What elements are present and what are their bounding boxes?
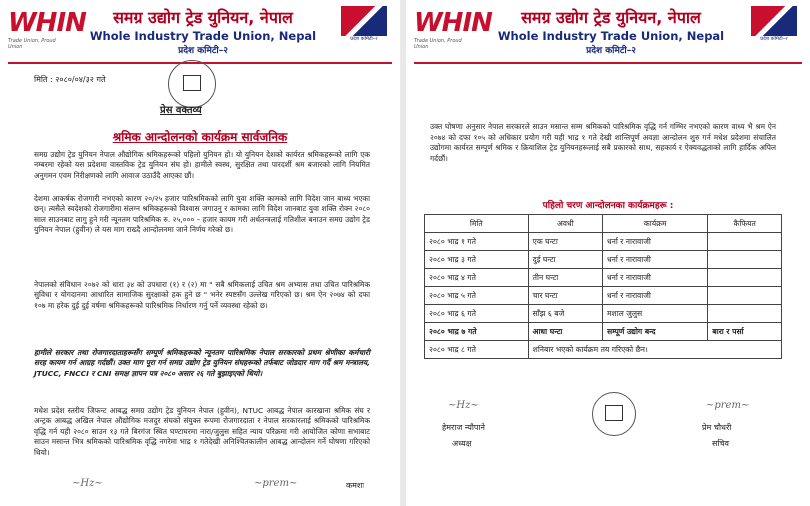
paragraph-4: हामीले सरकार तथा रोजगारदाताहरूसँग सम्पूर्ण श्रमिकहरूको न्यूनतम पारिश्रमिक नेपाल सरकारको प्रथम श्रेणीका कर्मचारी सरह कायम गर्न आग्रह गर्दछौं। उक्त माग पूरा गर्न समग्र उद्योग ट्रेड युनियन संघहरूको तर्फबाट जोडदार माग गर्दै श्रम मन्त्रालय, JTUCC, FNCCI र CNI समक्ष ज्ञापन पत्र २०८० असार २६ गते बुझाइएको थियो। xyxy=(34,348,370,378)
letterhead xyxy=(78,8,328,58)
header-remarks: कैफियत xyxy=(708,215,782,233)
org-name-nepali: समग्र उद्योग ट्रेड युनियन, नेपाल xyxy=(113,8,293,27)
paragraph-5: मधेश प्रदेश स्तरीय जिफन्ट आबद्ध समग्र उद्योग ट्रेड युनियन नेपाल (हुवीन), NTUC आबद्ध नेपाल कारखाना श्रमिक संघ र अन्ट्रक आबद्ध अखिल नेपाल औद्योगिक मजदुर संघको संयुक्त रूपमा रोजगारदाता र नेपाल सरकारलाई श्रमिकको पारिश्रमिक वृद्धि गर्न यही २०८० साउन १३ गते बिरगंज स्थित घण्टाघरमा नारा/जुलुस सहित न्याय परिक्रमा गरी आयोजित कोणा सभाबाट साउन मसान्त भित्र श्रमिकको पारिश्रमिक वृद्धि नगरेमा भाद्र १ गतेदेखी अनिश्चितकालीन आबद्ध आन्दोलन गर्ने घोषणा गरिएको थियो। xyxy=(34,406,370,457)
header-duration: अवधी xyxy=(528,215,602,233)
document-date: मिति : २०८०/०४/३२ गते xyxy=(34,75,106,84)
table-row: २०८० भाद्र ६ गते साँझ ६ बजे मशाल जुलुस xyxy=(425,305,782,323)
flag-caption: प्रदेश कमिटी–२ xyxy=(350,36,378,42)
org-name-english: Whole Industry Trade Union, Nepal xyxy=(89,29,317,43)
flag-icon xyxy=(746,6,802,46)
table-header-row xyxy=(425,215,782,233)
flag-caption: प्रदेश कमिटी–२ xyxy=(760,36,788,42)
signature-secretary: ~prem~ xyxy=(706,400,750,411)
paragraph-2: देशमा आकर्षक रोजगारी नभएको कारण २०/२५ हजार पारिश्रमिकको लागि युवा शक्ति कामको लागि विदेश जान बाध्य भएका छन्। त्यसैले स्वदेशको रोजगारीमा संलग्न श्रमिकहरूको विश्वास जगाउनु र कामका लागि विदेश जानबाट युवा शक्ति रोक्न २०८० साल साउनबाट लागु हुने गरी न्यूनतम पारिश्रमिक रु. २५,००० – हजार कायम गरी अर्थतन्त्रलाई गतिशील बनाउन समग्र उद्योग ट्रेड युनियन नेपाल (हुवीन) ले यस माग राख्दै आन्दोलनमा जाने निर्णय गरेको छ। xyxy=(34,194,370,235)
table-row: २०८० भाद्र ८ गते शनिबार भएको कार्यक्रम तय गरिएको छैन। xyxy=(425,341,782,359)
union-seal-icon xyxy=(168,60,216,108)
table-row: २०८० भाद्र ३ गते दुई घन्टा धर्ना र नारावाजी xyxy=(425,251,782,269)
signature-1: ~Hz~ xyxy=(72,478,103,489)
whin-logo xyxy=(8,8,86,52)
org-name-english: Whole Industry Trade Union, Nepal xyxy=(497,29,725,43)
paragraph-1: समग्र उद्योग ट्रेड युनियन नेपाल औद्योगिक श्रमिकहरूको पहिलो युनियन हो। यो युनियन देशको कार्यरत श्रमिकहरूको लागि एक नम्बरमा रहेको यस प्रदेशमा वास्तविक ट्रेड युनियन संघ हो। हामीले स्वस्थ, सुरक्षित तथा पारदर्शी श्रम बजारको लागि नियमित अनुगमन एवम निरीक्षणको लागि आवाज उठाउँदै आएका छौं। xyxy=(34,150,370,180)
logo-text: WHIN xyxy=(414,8,492,38)
table-row: २०८० भाद्र १ गते एक घन्टा धर्ना र नारावाजी xyxy=(425,233,782,251)
flag-icon xyxy=(336,6,392,46)
signatory-role-1: अध्यक्ष xyxy=(452,439,472,448)
org-name-nepali: समग्र उद्योग ट्रेड युनियन, नेपाल xyxy=(521,8,701,27)
press-release-page-2 xyxy=(406,0,810,506)
union-seal-icon xyxy=(592,392,636,436)
program-table xyxy=(424,214,782,359)
province-committee: प्रदेश कमिटी–२ xyxy=(178,46,228,56)
phase-title: पहिलो चरण आन्दोलनका कार्यक्रमहरू : xyxy=(542,201,674,211)
province-committee: प्रदेश कमिटी–२ xyxy=(586,46,636,56)
header-program: कार्यक्रम xyxy=(603,215,708,233)
document-title: श्रमिक आन्दोलनको कार्यक्रम सार्वजनिक xyxy=(112,130,288,144)
letterhead xyxy=(484,8,738,58)
press-heading: प्रेस वक्तव्य xyxy=(160,105,202,116)
table-row: २०८० भाद्र ५ गते चार घन्टा धर्ना र नारावाजी xyxy=(425,287,782,305)
paragraph-3: नेपालको संविधान २०७२ को धारा ३४ को उपधारा (१) र (२) मा " सबै श्रमिकलाई उचित श्रम अभ्यास तथा उचित पारिश्रमिक सुविधा र योगदानमा आधारित सामाजिक सुरक्षाको हक हुने छ " भनेर स्पष्टसँग उल्लेख गरिएको छ। श्रम ऐन २०७४ को दफा १०७ मा हरेक दुई दुई वर्षमा श्रमिकहरूको पारिश्रमिक निर्धारण गर्नु पर्ने व्यवस्था रहेको छ। xyxy=(34,280,370,310)
logo-tagline: Trade Union, Proud Union xyxy=(414,38,462,50)
press-release-page-1 xyxy=(0,0,400,506)
continued-label: कमशः xyxy=(346,481,364,490)
logo-text: WHIN xyxy=(8,8,86,38)
signature-president: ~Hz~ xyxy=(448,400,479,411)
appeal-paragraph: उक्त घोषणा अनुसार नेपाल सरकारले साउन मसान्त सम्म श्रमिकको पारिश्रमिक वृद्धि गर्न गम्भिर नभएको कारण वाध्य भै श्रम ऐन २०७४ को दफा १०५ को अधिकार प्रयोग गरी यही भाद्र १ गते देखी शान्तिपूर्ण अवज्ञा आन्दोलन शुरु गर्न मधेश प्रदेशमा संचालित उद्योगमा कार्यरत सम्पूर्ण श्रमिक र क्रियाशिल ट्रेड युनियनहरूलाई सबै प्रकारको साथ, सहकार्य र ऐक्यवद्धताको लागि हार्दिक अपिल गर्दछौं। xyxy=(430,122,776,163)
header-date: मिति xyxy=(425,215,529,233)
header-divider xyxy=(414,62,802,64)
signature-2: ~prem~ xyxy=(254,478,298,489)
table-row: २०८० भाद्र ७ गते आधा घन्टा सम्पूर्ण उद्योग बन्द बारा र पर्सा xyxy=(425,323,782,341)
whin-logo xyxy=(414,8,492,52)
logo-tagline: Trade Union, Proud Union xyxy=(8,38,56,50)
signatory-name-2: प्रेम चौधरी xyxy=(702,423,732,432)
signatory-name-1: हेमराज न्यौपाने xyxy=(442,423,485,432)
signatory-role-2: सचिव xyxy=(712,439,730,448)
table-row: २०८० भाद्र ४ गते तीन घन्टा धर्ना र नारावाजी xyxy=(425,269,782,287)
